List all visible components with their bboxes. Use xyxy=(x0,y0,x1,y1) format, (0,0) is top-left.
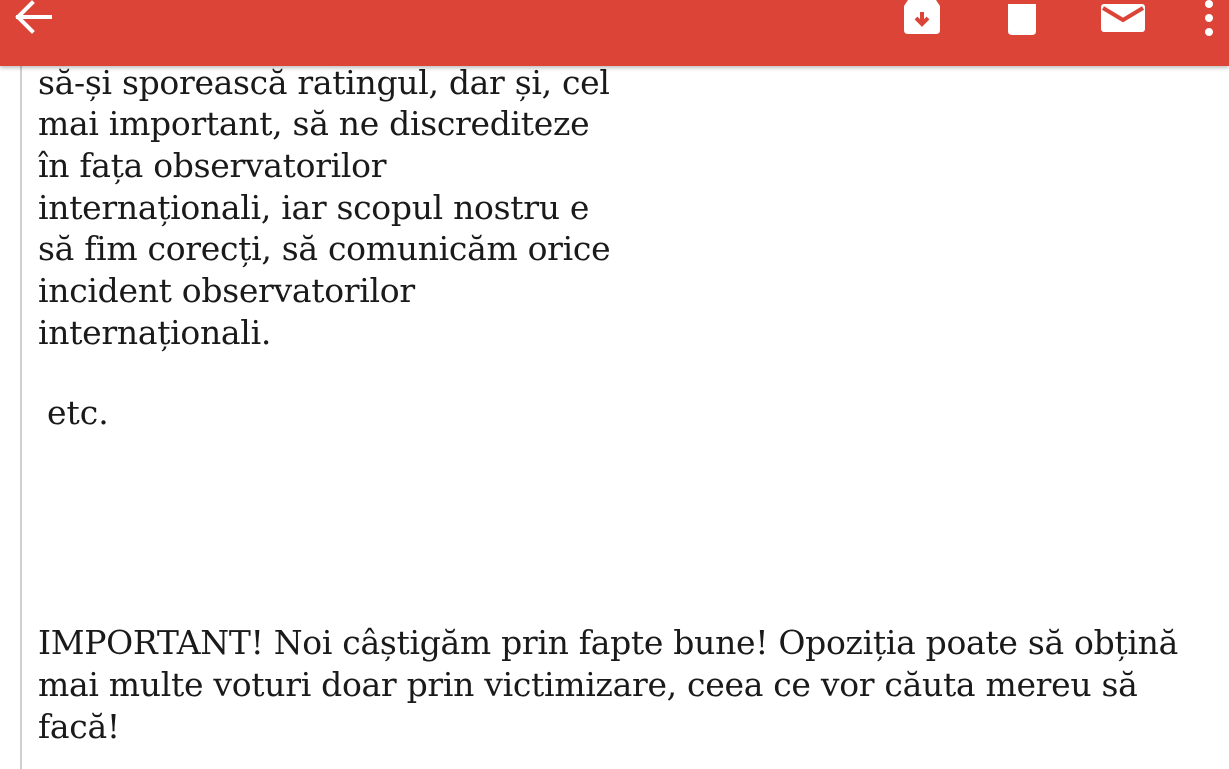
quoted-text-line: incident observatorilor xyxy=(38,271,415,310)
quote-bar xyxy=(20,66,22,769)
trash-icon[interactable] xyxy=(1000,0,1044,40)
quoted-text-line: în fața observatorilor xyxy=(38,146,387,185)
app-toolbar xyxy=(0,0,1229,66)
mail-icon[interactable] xyxy=(1098,0,1148,40)
quoted-text-line: mai important, să ne discrediteze xyxy=(38,104,590,143)
more-vert-icon[interactable] xyxy=(1194,0,1224,40)
important-text-line: mai multe voturi doar prin victimizare, ceea ce vor căuta mereu să xyxy=(38,665,1138,704)
quoted-text-line: să-și sporească ratingul, dar și, cel xyxy=(38,66,610,102)
important-text-line: facă! xyxy=(38,707,120,746)
message-body xyxy=(0,66,1229,769)
quoted-text-line: să fim corecți, să comunicăm orice xyxy=(38,229,611,268)
quoted-text-line: internaționali, iar scopul nostru e xyxy=(38,188,590,227)
etc-text: etc. xyxy=(47,393,109,432)
archive-icon[interactable] xyxy=(900,0,944,40)
arrow-back-icon[interactable] xyxy=(10,0,54,36)
quoted-text-line: internaționali. xyxy=(38,313,272,352)
important-text-line: IMPORTANT! Noi câștigăm prin fapte bune! Opoziția poate să obțină xyxy=(38,623,1178,662)
